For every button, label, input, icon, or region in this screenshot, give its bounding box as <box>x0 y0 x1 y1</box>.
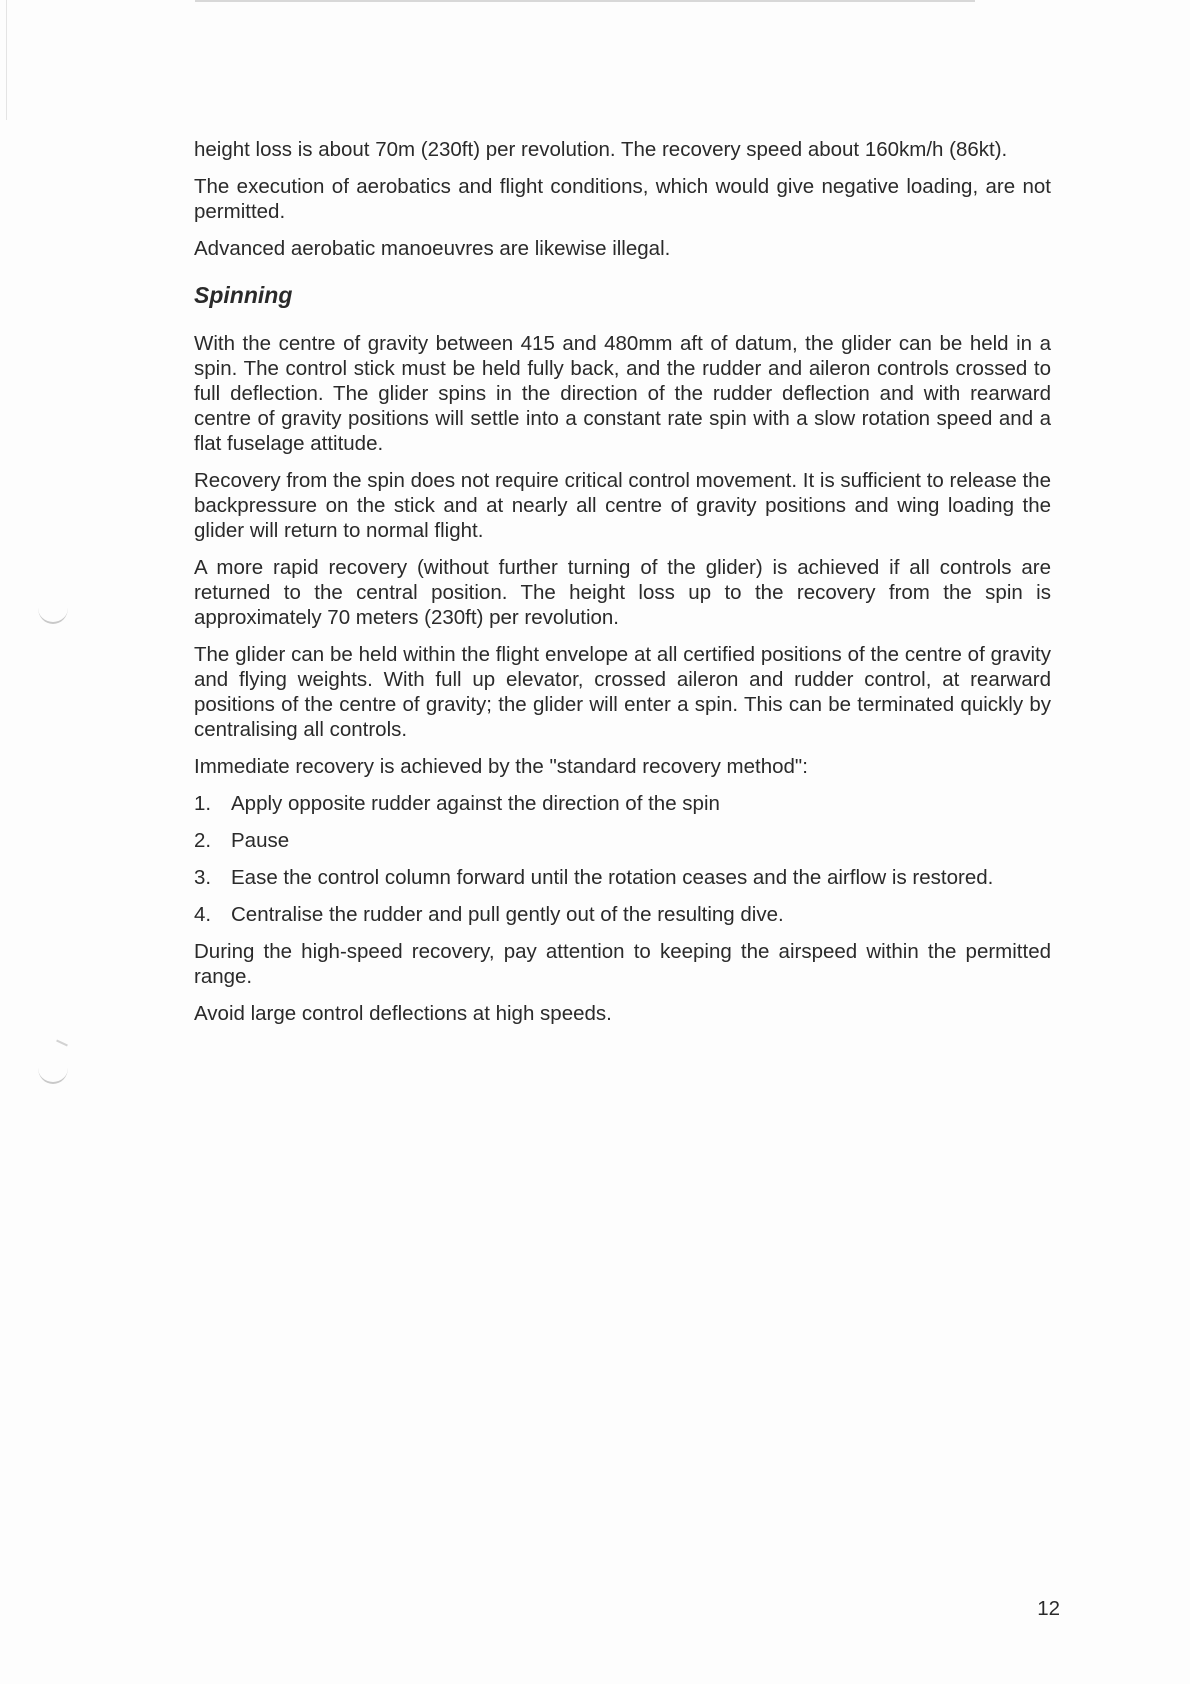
punch-hole-mark <box>38 1052 68 1084</box>
scan-edge-line <box>195 0 975 2</box>
section-paragraph: Immediate recovery is achieved by the "standard recovery method": <box>194 755 808 778</box>
page-body <box>194 137 1051 1038</box>
section-paragraph: With the centre of gravity between 415 and 480mm aft of datum, the glider can be held in a spin. The control stick must be held fully back, and the rudder and aileron controls crossed to full deflection. The glider spins in the direction of the rudder deflection and with rearward centre of gravity positions will settle into a constant rate spin with a slow rotation speed and a flat fuselage attitude. <box>194 332 1051 455</box>
list-item <box>194 865 1051 890</box>
closing-paragraph: During the high-speed recovery, pay attention to keeping the airspeed within the permitted range. <box>194 940 1051 988</box>
punch-hole-mark <box>38 592 68 624</box>
list-item-number: 4. <box>194 903 212 926</box>
list-item-number: 3. <box>194 866 212 889</box>
list-item-text: Ease the control column forward until the rotation ceases and the airflow is restored. <box>231 866 994 889</box>
list-item <box>194 828 1051 853</box>
list-item-number: 2. <box>194 829 212 852</box>
list-item-text: Centralise the rudder and pull gently out of the resulting dive. <box>231 903 784 926</box>
intro-paragraph: height loss is about 70m (230ft) per revolution. The recovery speed about 160km/h (86kt). <box>194 138 1008 161</box>
intro-paragraph: The execution of aerobatics and flight conditions, which would give negative loading, are not permitted. <box>194 175 1051 223</box>
list-item-number: 1. <box>194 792 212 815</box>
recovery-steps-list <box>194 791 1051 927</box>
list-item-text: Apply opposite rudder against the direction of the spin <box>231 792 720 815</box>
page-number: 12 <box>1037 1597 1060 1620</box>
section-paragraph: Recovery from the spin does not require critical control movement. It is sufficient to release the backpressure on the stick and at nearly all centre of gravity positions and wing loading the glider will return to normal flight. <box>194 469 1051 542</box>
list-item-text: Pause <box>231 829 290 852</box>
scan-edge-shadow <box>0 0 7 120</box>
closing-paragraph: Avoid large control deflections at high speeds. <box>194 1002 612 1025</box>
intro-paragraph: Advanced aerobatic manoeuvres are likewise illegal. <box>194 237 671 260</box>
list-item <box>194 902 1051 927</box>
section-paragraph: The glider can be held within the flight envelope at all certified positions of the centre of gravity and flying weights. With full up elevator, crossed aileron and rudder control, at rearward positions of the centre of gravity; the glider will enter a spin. This can be terminated quickly by centralising all controls. <box>194 643 1051 741</box>
section-heading: Spinning <box>194 282 293 308</box>
list-item <box>194 791 1051 816</box>
punch-hole-tick <box>56 1040 68 1047</box>
section-paragraph: A more rapid recovery (without further turning of the glider) is achieved if all controls are returned to the central position. The height loss up to the recovery from the spin is approximately 70 meters (230ft) per revolution. <box>194 556 1051 629</box>
